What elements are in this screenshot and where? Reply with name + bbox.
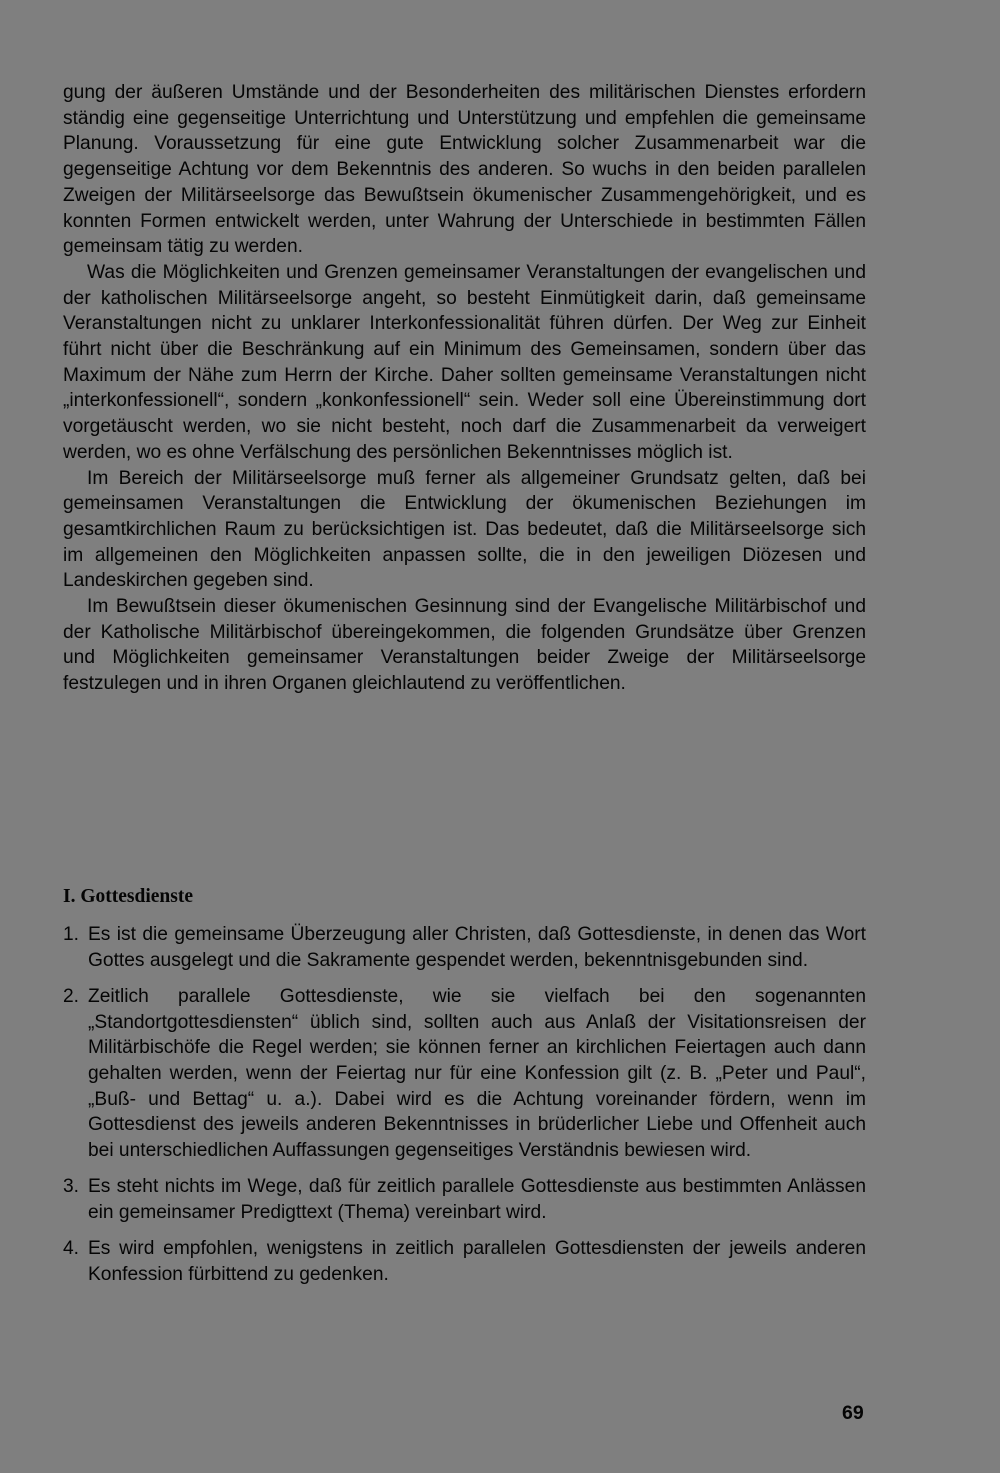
paragraph: Im Bewußtsein dieser ökumenischen Gesinnung sind der Evangelische Militärbischof und der Katholische Militärbischof übereingekommen, die folgenden Grundsätze über Grenzen und Möglichkeiten gemeinsamer Veranstaltungen beider Zweige der Militärseelsorge festzulegen und in ihren Organen gleichlautend zu veröffentlichen.	[63, 596, 866, 695]
list-item	[63, 922, 866, 973]
body-text	[63, 80, 866, 697]
list-item	[63, 1174, 866, 1225]
list-item-number: 4.	[63, 1238, 80, 1260]
list-item-text: Es wird empfohlen, wenigstens in zeitlich parallelen Gottesdiensten der jeweils anderen Konfession fürbittend zu gedenken.	[88, 1238, 866, 1285]
list-item-text: Es steht nichts im Wege, daß für zeitlich parallele Gottesdienste aus bestimmten Anlässen ein gemeinsamer Predigttext (Thema) vereinbart wird.	[88, 1176, 866, 1224]
list-item	[63, 1236, 866, 1287]
numbered-list	[63, 922, 866, 1298]
list-item-number: 3.	[63, 1176, 80, 1198]
list-item-number: 2.	[63, 985, 80, 1007]
paragraph: gung der äußeren Umstände und der Besonderheiten des militärischen Dienstes erfordern ständig eine gegenseitige Unterrichtung und Unterstützung und empfehlen die gemeinsame Planung. Voraussetzung für eine gute Entwicklung solcher Zusammenarbeit war die gegenseitige Achtung vor dem Bekenntnis des anderen. So wuchs in den beiden parallelen Zweigen der Militärseelsorge das Bewußtsein ökumenischer Zusammengehörigkeit, und es konnten Formen entwickelt werden, unter Wahrung der Unterschiede in bestimmten Fällen gemeinsam tätig zu werden.	[63, 82, 866, 258]
paragraph: Was die Möglichkeiten und Grenzen gemeinsamer Veranstaltungen der evangelischen und der katholischen Militärseelsorge angeht, so besteht Einmütigkeit darin, daß gemeinsame Veranstaltungen nicht zu unklarer Interkonfessionalität führen dürfen. Der Weg zur Einheit führt nicht über die Beschränkung auf ein Minimum des Gemeinsamen, sondern über das Maximum der Nähe zum Herrn der Kirche. Daher sollten gemeinsame Veranstaltungen nicht „interkonfessionell“, sondern „konkonfessionell“ sein. Weder soll eine Übereinstimmung dort vorgetäuscht werden, wo sie nicht besteht, noch darf die Zusammenarbeit da verweigert werden, wo es ohne Verfälschung des persönlichen Bekenntnisses möglich ist.	[63, 261, 866, 463]
section-heading: I. Gottesdienste	[63, 886, 193, 907]
page-number: 69	[842, 1402, 864, 1424]
paragraph: Im Bereich der Militärseelsorge muß ferner als allgemeiner Grundsatz gelten, daß bei gemeinsamen Veranstaltungen die Entwicklung der ökumenischen Beziehungen im gesamtkirchlichen Raum zu berücksichtigen ist. Das bedeutet, daß die Militärseelsorge sich im allgemeinen den Möglichkeiten anpassen sollte, die in den jeweiligen Diözesen und Landeskirchen gegeben sind.	[63, 467, 866, 592]
list-item-text: Zeitlich parallele Gottesdienste, wie sie vielfach bei den sogenannten „Standortgottesdiensten“ üblich sind, sollten auch aus Anlaß der Visitationsreisen der Militärbischöfe die Regel werden; sie können ferner an kirchlichen Feiertagen auch dann gehalten werden, wenn der Feiertag nur für eine Konfession gilt (z. B. „Peter und Paul“, „Buß- und Bettag“ u. a.). Dabei wird es die Achtung voreinander fördern, wenn im Gottesdienst des jeweils anderen Bekenntnisses in brüderlicher Liebe und Offenheit auch bei unterschiedlichen Auffassungen gegenseitiges Verständnis bewiesen wird.	[88, 985, 866, 1162]
list-item-number: 1.	[63, 924, 80, 945]
list-item	[63, 984, 866, 1164]
list-item-text: Es ist die gemeinsame Überzeugung aller Christen, daß Gottesdienste, in denen das Wort Gottes ausgelegt und die Sakramente gespendet werden, bekenntnisgebunden sind.	[88, 924, 866, 971]
